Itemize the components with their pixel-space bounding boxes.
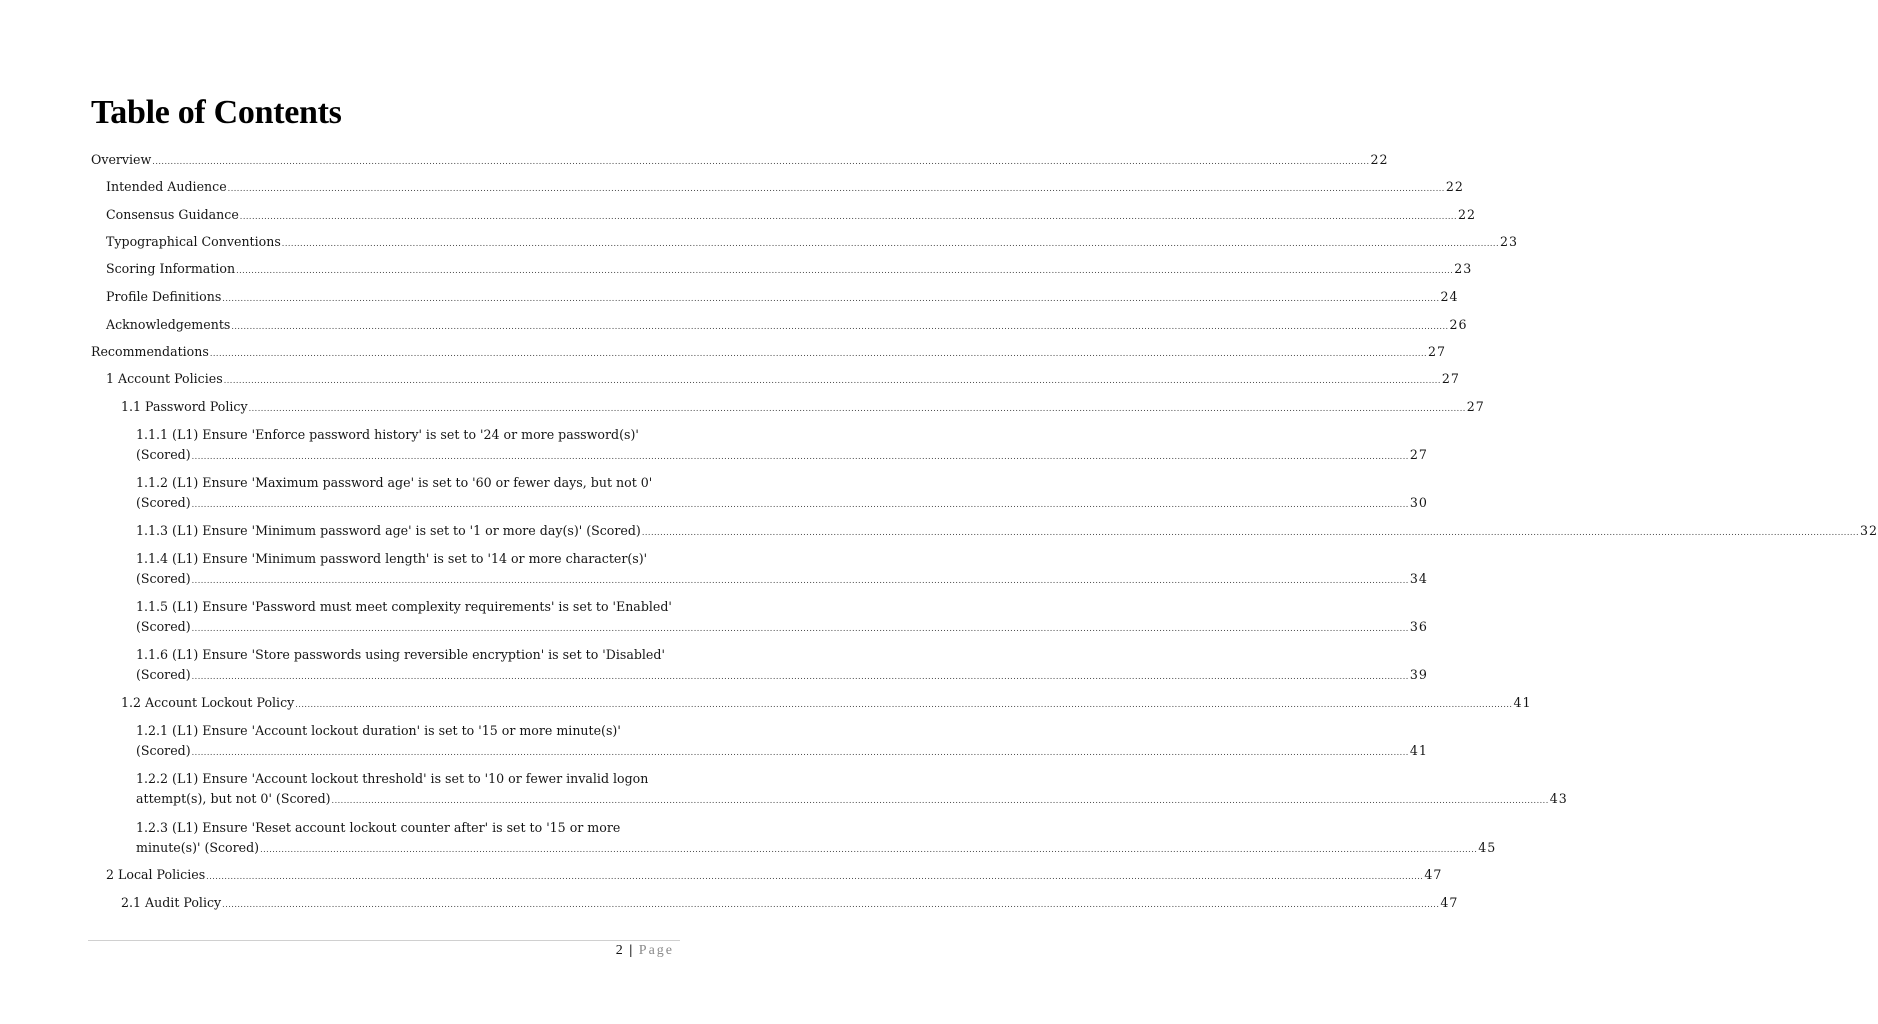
toc-entry-label-continued: (Scored) xyxy=(136,571,191,586)
toc-entry-label: 1 Account Policies xyxy=(106,371,223,386)
toc-entry-label: 1.2.2 (L1) Ensure 'Account lockout threshold' is set to '10 or fewer invalid logon xyxy=(136,771,649,786)
page-footer xyxy=(616,942,674,960)
dot-leader: ................................................................................................................................................................................................................................................................................................................................................................................................................ xyxy=(191,748,1409,757)
footer-page-word: Page xyxy=(638,943,674,958)
toc-entry-page: 32 xyxy=(1860,523,1878,538)
toc-entry-page: 43 xyxy=(1549,791,1568,806)
toc-entry[interactable] xyxy=(136,721,1428,761)
toc-entry-page: 24 xyxy=(1440,289,1459,304)
dot-leader: ................................................................................................................................................................................................................................................................................................................................................................................................................ xyxy=(222,294,1440,303)
toc-entry[interactable] xyxy=(121,693,1532,713)
toc-entry-page: 22 xyxy=(1445,179,1464,194)
dot-leader: ................................................................................................................................................................................................................................................................................................................................................................................................................ xyxy=(260,845,1478,854)
toc-entry-label-continued: attempt(s), but not 0' (Scored) xyxy=(136,791,331,806)
toc-entry-page: 26 xyxy=(1449,317,1468,332)
toc-entry-label-continued: (Scored) xyxy=(136,619,191,634)
dot-leader: ................................................................................................................................................................................................................................................................................................................................................................................................................ xyxy=(222,900,1440,909)
toc-entry-label: 2.1 Audit Policy xyxy=(121,895,222,910)
toc-entry[interactable] xyxy=(136,645,1428,685)
footer-separator: | xyxy=(629,943,633,958)
toc-entry-label: 1.1.4 (L1) Ensure 'Minimum password length' is set to '14 or more character(s)' xyxy=(136,551,648,566)
dot-leader: ................................................................................................................................................................................................................................................................................................................................................................................................................ xyxy=(248,404,1466,413)
toc-entry-page: 27 xyxy=(1428,344,1447,359)
dot-leader: ................................................................................................................................................................................................................................................................................................................................................................................................................ xyxy=(295,700,1513,709)
toc-entry-label-continued: (Scored) xyxy=(136,743,191,758)
toc-entry-label: Overview xyxy=(91,152,152,167)
dot-leader: ................................................................................................................................................................................................................................................................................................................................................................................................................ xyxy=(191,500,1409,509)
toc-entry[interactable] xyxy=(91,150,1389,170)
toc-entry[interactable] xyxy=(106,369,1460,389)
toc-entry[interactable] xyxy=(106,259,1473,279)
toc-entry-label: 1.2 Account Lockout Policy xyxy=(121,695,295,710)
dot-leader: ................................................................................................................................................................................................................................................................................................................................................................................................................ xyxy=(223,376,1441,385)
toc-entry-page: 45 xyxy=(1478,840,1497,855)
toc-entry-label: 2 Local Policies xyxy=(106,867,206,882)
dot-leader: ................................................................................................................................................................................................................................................................................................................................................................................................................ xyxy=(191,672,1409,681)
toc-entry-page: 36 xyxy=(1409,619,1428,634)
toc-entry[interactable] xyxy=(136,473,1428,513)
dot-leader: ................................................................................................................................................................................................................................................................................................................................................................................................................ xyxy=(152,157,1370,166)
toc-entry-label: 1.1.5 (L1) Ensure 'Password must meet complexity requirements' is set to 'Enabled' xyxy=(136,599,672,614)
dot-leader: ................................................................................................................................................................................................................................................................................................................................................................................................................ xyxy=(227,184,1445,193)
toc-entry-label: 1.1.3 (L1) Ensure 'Minimum password age' is set to '1 or more day(s)' (Scored) xyxy=(136,523,641,538)
toc-entry-label-continued: (Scored) xyxy=(136,667,191,682)
toc-entry-label: 1.2.1 (L1) Ensure 'Account lockout duration' is set to '15 or more minute(s)' xyxy=(136,723,621,738)
toc-entry-label-continued: minute(s)' (Scored) xyxy=(136,840,260,855)
toc-entry-label: Scoring Information xyxy=(106,261,236,276)
toc-entry[interactable] xyxy=(91,342,1447,362)
toc-entry[interactable] xyxy=(136,521,1878,541)
toc-entry[interactable] xyxy=(106,232,1519,252)
toc-entry-page: 27 xyxy=(1441,371,1460,386)
toc-entry-label: 1.2.3 (L1) Ensure 'Reset account lockout counter after' is set to '15 or more xyxy=(136,820,621,835)
toc-entry-label: Consensus Guidance xyxy=(106,207,239,222)
toc-entry-page: 22 xyxy=(1370,152,1389,167)
toc-entry[interactable] xyxy=(106,865,1443,885)
toc-entry-label: Intended Audience xyxy=(106,179,227,194)
page-title: Table of Contents xyxy=(91,94,342,131)
toc-entry-page: 27 xyxy=(1466,399,1485,414)
toc-entry[interactable] xyxy=(106,315,1468,335)
toc-entry-page: 34 xyxy=(1409,571,1428,586)
toc-entry-label: 1.1 Password Policy xyxy=(121,399,248,414)
dot-leader: ................................................................................................................................................................................................................................................................................................................................................................................................................ xyxy=(331,796,1549,805)
dot-leader: ................................................................................................................................................................................................................................................................................................................................................................................................................ xyxy=(191,624,1409,633)
dot-leader: ................................................................................................................................................................................................................................................................................................................................................................................................................ xyxy=(209,349,1428,358)
toc-entry-label-continued: (Scored) xyxy=(136,447,191,462)
footer-divider xyxy=(88,940,680,941)
toc-entry-label-continued: (Scored) xyxy=(136,495,191,510)
toc-entry-page: 23 xyxy=(1499,234,1519,249)
dot-leader: ................................................................................................................................................................................................................................................................................................................................................................................................................ xyxy=(236,266,1454,275)
toc-entry-page: 41 xyxy=(1513,695,1532,710)
toc-entry[interactable] xyxy=(106,177,1464,197)
toc-entry-label: Profile Definitions xyxy=(106,289,222,304)
toc-entry-page: 27 xyxy=(1409,447,1428,462)
toc-entry-label: 1.1.2 (L1) Ensure 'Maximum password age' is set to '60 or fewer days, but not 0' xyxy=(136,475,653,490)
toc-entry-page: 47 xyxy=(1440,895,1459,910)
toc-entry-label: Acknowledgements xyxy=(106,317,231,332)
toc-entry[interactable] xyxy=(136,769,1568,809)
toc-entry[interactable] xyxy=(136,597,1428,637)
toc-entry-page: 22 xyxy=(1457,207,1477,222)
toc-entry[interactable] xyxy=(136,818,1497,858)
dot-leader: ................................................................................................................................................................................................................................................................................................................................................................................................................ xyxy=(239,212,1457,221)
toc-entry-label: 1.1.6 (L1) Ensure 'Store passwords using reversible encryption' is set to 'Disabled' xyxy=(136,647,665,662)
toc-entry-page: 23 xyxy=(1454,261,1473,276)
toc-entry-page: 47 xyxy=(1424,867,1443,882)
toc-entry[interactable] xyxy=(121,397,1485,417)
toc-entry[interactable] xyxy=(106,287,1459,307)
toc-entry[interactable] xyxy=(136,549,1428,589)
toc-entry-label: 1.1.1 (L1) Ensure 'Enforce password history' is set to '24 or more password(s)' xyxy=(136,427,639,442)
dot-leader: ................................................................................................................................................................................................................................................................................................................................................................................................................ xyxy=(191,452,1409,461)
toc-entry-label: Typographical Conventions xyxy=(106,234,281,249)
dot-leader: ................................................................................................................................................................................................................................................................................................................................................................................................................ xyxy=(281,239,1499,248)
toc-entry[interactable] xyxy=(121,893,1459,913)
dot-leader: ................................................................................................................................................................................................................................................................................................................................................................................................................ xyxy=(206,872,1424,881)
dot-leader: ................................................................................................................................................................................................................................................................................................................................................................................................................ xyxy=(641,528,1860,537)
dot-leader: ................................................................................................................................................................................................................................................................................................................................................................................................................ xyxy=(191,576,1409,585)
toc-entry-page: 39 xyxy=(1409,667,1428,682)
toc-entry[interactable] xyxy=(136,425,1428,465)
footer-page-number: 2 xyxy=(615,943,623,958)
toc-entry-label: Recommendations xyxy=(91,344,209,359)
toc-entry[interactable] xyxy=(106,205,1477,225)
toc-entry-page: 30 xyxy=(1409,495,1428,510)
toc-entry-page: 41 xyxy=(1409,743,1428,758)
dot-leader: ................................................................................................................................................................................................................................................................................................................................................................................................................ xyxy=(231,322,1449,331)
